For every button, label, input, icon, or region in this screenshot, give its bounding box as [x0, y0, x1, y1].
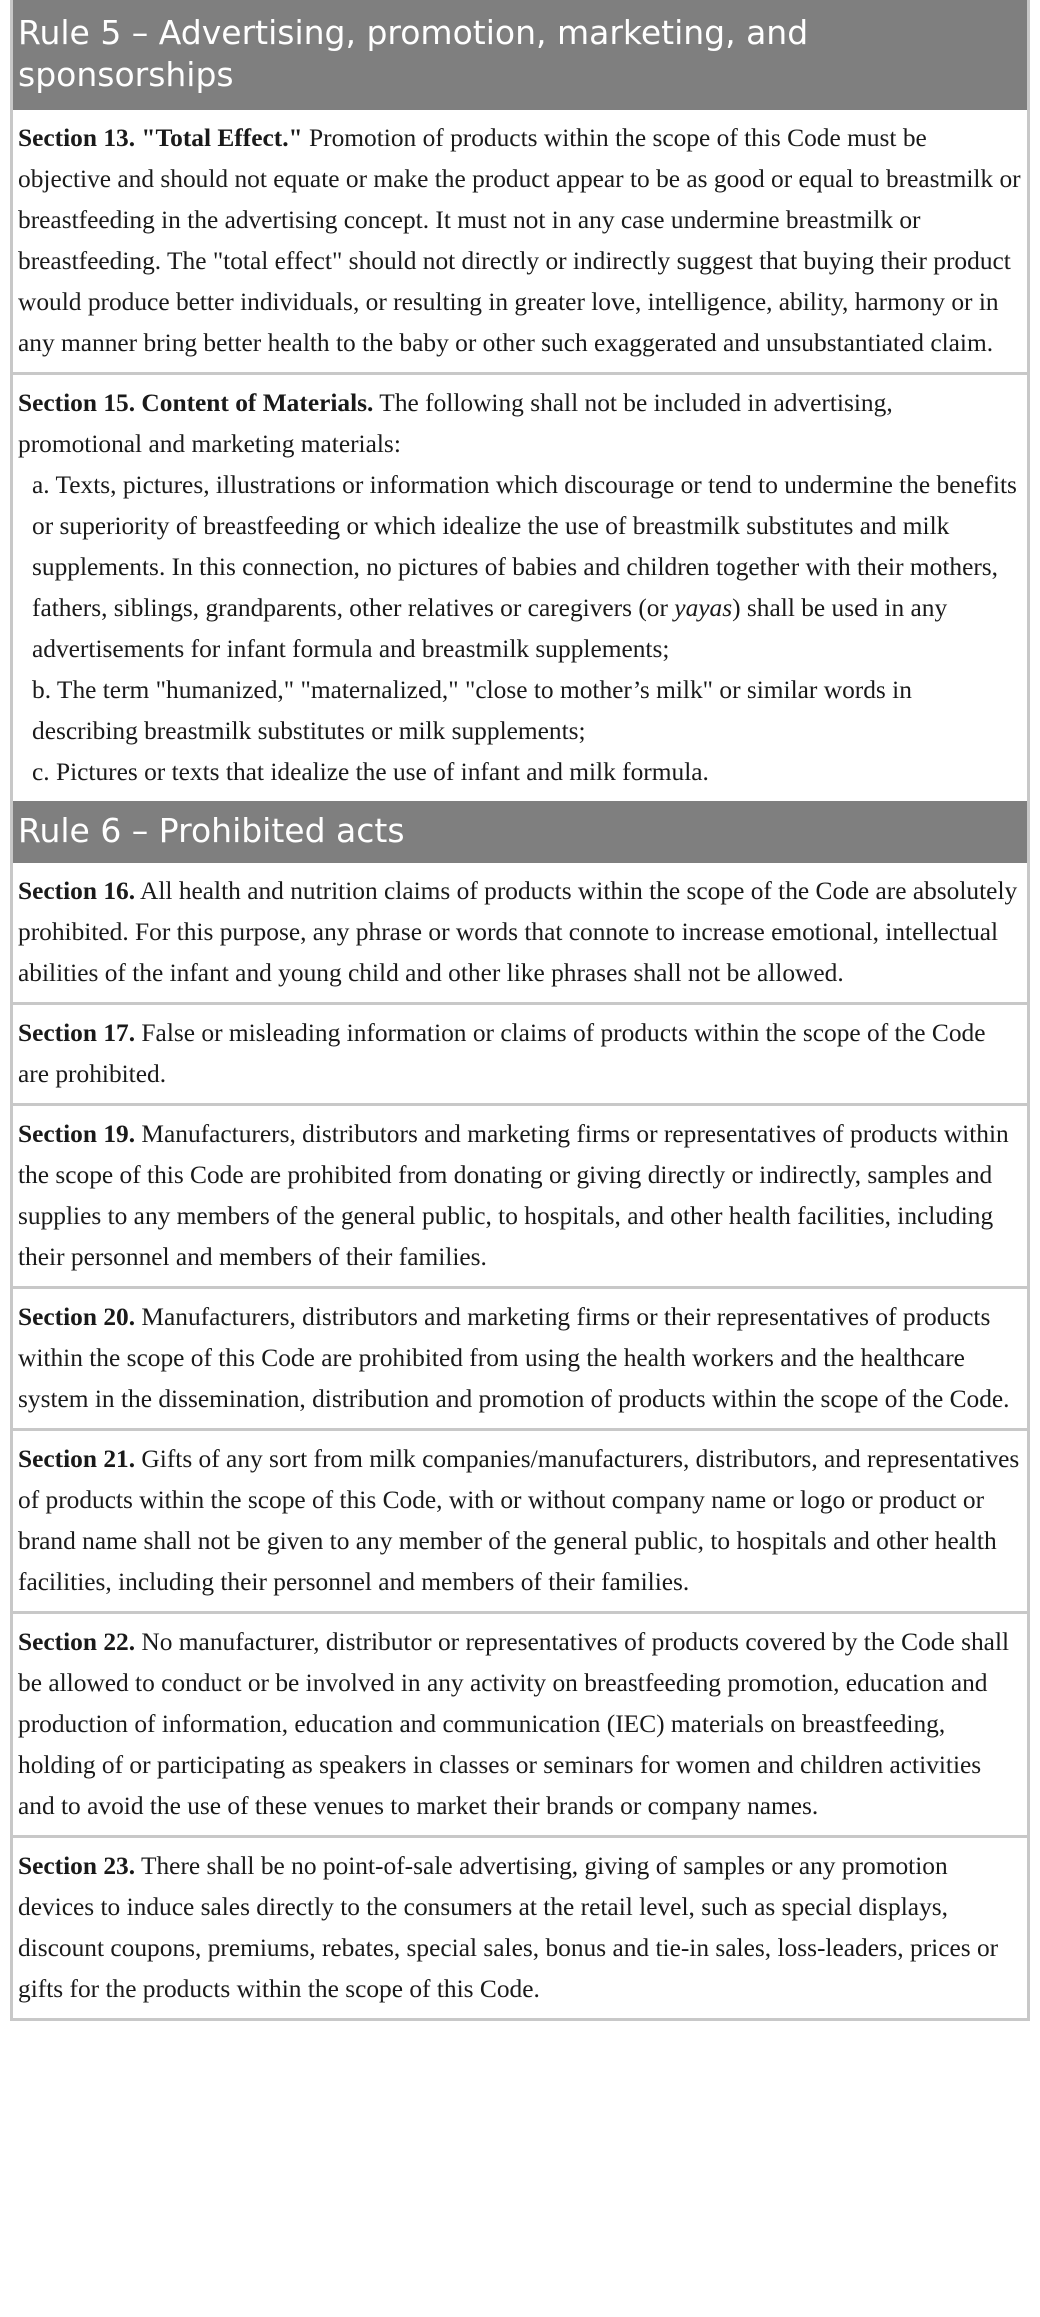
item-a-text-after: ) shall be used in any advertisements for infant formula and breastmilk supplements;	[32, 594, 948, 663]
section-15-item-b	[18, 670, 1022, 752]
section-text: False or misleading information or claims of products within the scope of the Code are prohibited.	[18, 1019, 986, 1088]
section-text: No manufacturer, distributor or representatives of products covered by the Code shall be allowed to conduct or be involved in any activity on breastfeeding promotion, education and production of information, education and communication (IEC) materials on breastfeeding, holding of or participating as speakers in classes or seminars for women and children activities and to avoid the use of these venues to market their brands or company names.	[18, 1628, 1010, 1820]
item-a-text-italic: yayas	[674, 594, 733, 622]
section-label: Section 16.	[18, 877, 136, 905]
section-text: Promotion of products within the scope of this Code must be objective and should not equate or make the product appear to be as good or equal to breastmilk or breastfeeding in the advertising concept. It must not in any case undermine breastmilk or breastfeeding. The "total effect" should not directly or indirectly suggest that buying their product would produce better individuals, or resulting in greater love, intelligence, ability, harmony or in any manner bring better health to the baby or other such exaggerated and unsubstantiated claim.	[18, 124, 1021, 357]
section-text: Manufacturers, distributors and marketing firms or their representatives of products within the scope of this Code are prohibited from using the health workers and the healthcare system in the dissemination, distribution and promotion of products within the scope of the Code.	[18, 1303, 1010, 1413]
rule6-header	[13, 801, 1027, 863]
section-20	[13, 1286, 1027, 1428]
section-text: Manufacturers, distributors and marketing firms or representatives of products within the scope of this Code are prohibited from donating or giving directly or indirectly, samples and supplies to any members of the general public, to hospitals, and other health facilities, including their personnel and members of their families.	[18, 1120, 1009, 1271]
rule5-header	[13, 0, 1027, 110]
section-19	[13, 1103, 1027, 1286]
section-15-item-c	[18, 752, 1022, 793]
rule6-title: Rule 6 – Prohibited acts	[18, 811, 405, 850]
section-22	[13, 1611, 1027, 1835]
section-23	[13, 1835, 1027, 2018]
section-16	[13, 863, 1027, 1002]
section-label: Section 23.	[18, 1852, 136, 1880]
rules-table	[10, 0, 1030, 2021]
section-text: All health and nutrition claims of products within the scope of the Code are absolutely prohibited. For this purpose, any phrase or words that connote to increase emotional, intellectual abilities of the infant and young child and other like phrases shall not be allowed.	[18, 877, 1018, 987]
section-label: Section 22.	[18, 1628, 136, 1656]
item-c-text: c. Pictures or texts that idealize the use of infant and milk formula.	[32, 758, 709, 786]
section-label: Section 19.	[18, 1120, 136, 1148]
section-label: Section 21.	[18, 1445, 136, 1473]
section-15	[13, 372, 1027, 801]
section-text: The following shall not be included in advertising, promotional and marketing materials:	[18, 389, 893, 458]
section-21	[13, 1428, 1027, 1611]
item-b-text: b. The term "humanized," "maternalized," "close to mother’s milk" or similar words in describing breastmilk substitutes or milk supplements;	[32, 676, 912, 745]
section-label: Section 20.	[18, 1303, 136, 1331]
section-label: Section 15. Content of Materials.	[18, 389, 374, 417]
section-text: Gifts of any sort from milk companies/manufacturers, distributors, and representatives of products within the scope of this Code, with or without company name or logo or product or brand name shall not be given to any member of the general public, to hospitals and other health facilities, including their personnel and members of their families.	[18, 1445, 1020, 1596]
section-13	[13, 110, 1027, 372]
section-15-item-a	[18, 465, 1022, 670]
section-text: There shall be no point-of-sale advertising, giving of samples or any promotion devices to induce sales directly to the consumers at the retail level, such as special displays, discount coupons, premiums, rebates, special sales, bonus and tie-in sales, loss-leaders, prices or gifts for the products within the scope of this Code.	[18, 1852, 999, 2003]
item-a-text-before: a. Texts, pictures, illustrations or information which discourage or tend to undermine the benefits or superiority of breastfeeding or which idealize the use of breastmilk substitutes and milk supplements. In this connection, no pictures of babies and children together with their mothers, fathers, siblings, grandparents, other relatives or caregivers (or	[32, 471, 1017, 622]
section-label: Section 17.	[18, 1019, 136, 1047]
rule5-title: Rule 5 – Advertising, promotion, marketing, and sponsorships	[18, 13, 809, 94]
section-17	[13, 1002, 1027, 1103]
section-label: Section 13. "Total Effect."	[18, 124, 303, 152]
